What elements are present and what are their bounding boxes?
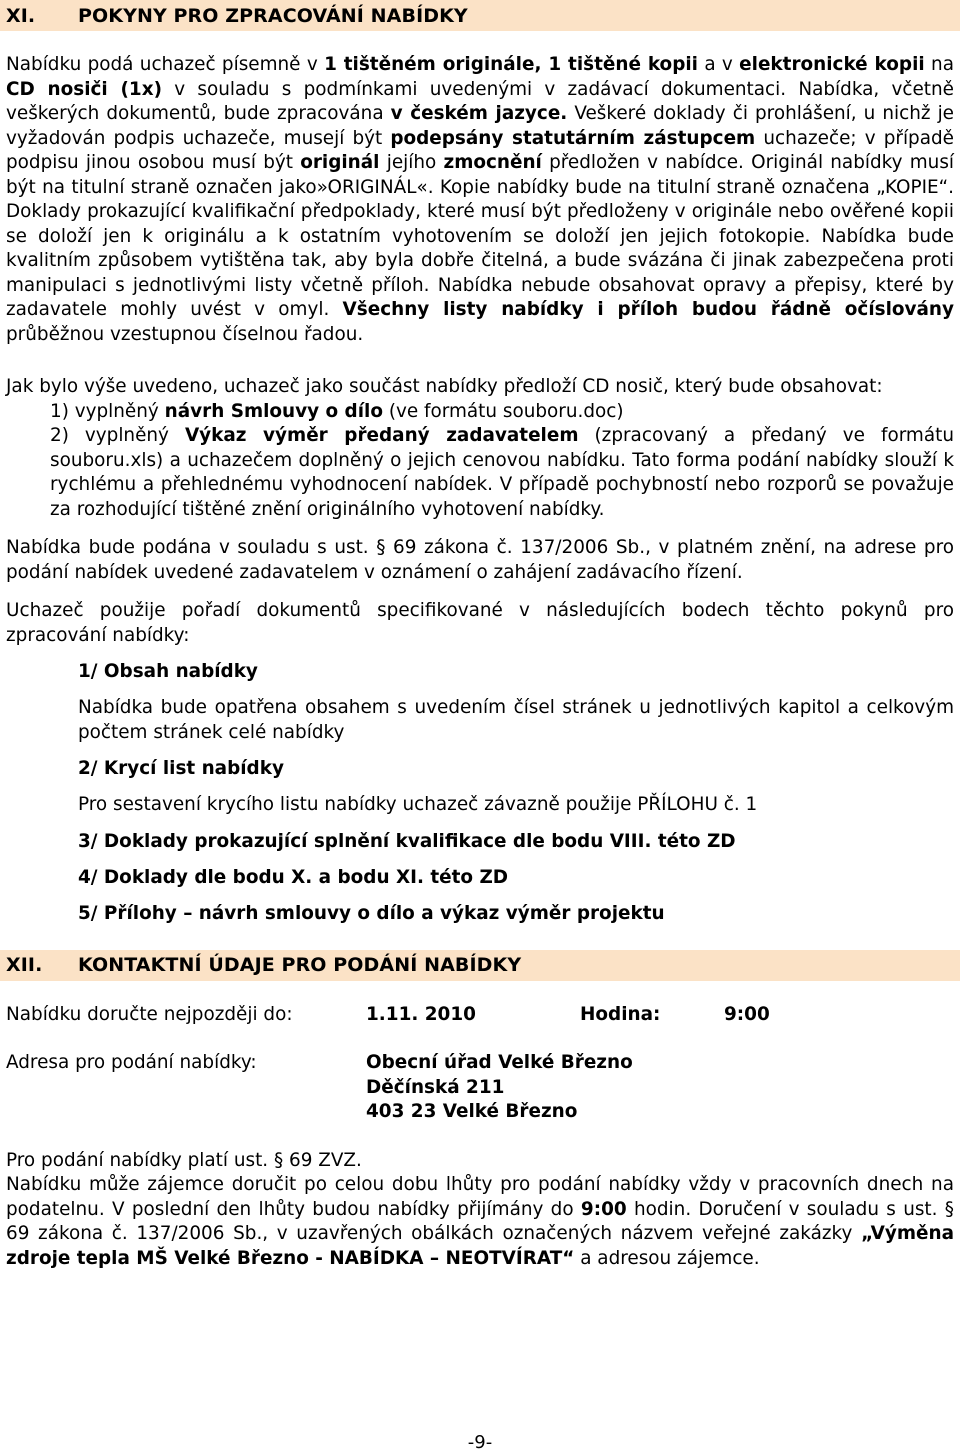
hour-value: 9:00 (724, 1003, 770, 1025)
address-line-2: Děčínská 211 (366, 1076, 505, 1098)
bold-text: Všechny listy nabídky i příloh budou řádně očíslovány (342, 299, 954, 320)
section-title: KONTAKTNÍ ÚDAJE PRO PODÁNÍ NABÍDKY (78, 954, 522, 976)
text-run: uchazeče; v případě podpisu jinou osobou musí být (6, 127, 954, 173)
text-run: průběžnou vzestupnou číselnou řadou. (6, 323, 364, 345)
section-xi-heading (0, 0, 960, 31)
order-item-text-1: Nabídka bude opatřena obsahem s uvedením čísel stránek u jednotlivých kapitol a celkovým počtem stránek celé nabídky (78, 697, 954, 743)
section-xii-heading (0, 950, 960, 981)
address-block (366, 1051, 633, 1125)
text-run: jejího (379, 152, 444, 173)
address-line-3: 403 23 Velké Březno (366, 1101, 578, 1122)
section-number: XII. (6, 954, 43, 976)
text-run: (ve formátu souboru.doc) (382, 400, 624, 422)
bold-text: Výkaz výměr předaný zadavatelem (184, 425, 579, 446)
text-run: Veškeré doklady či prohlášení, u nichž je vyžadován podpis uchazeče, musejí být (6, 103, 954, 149)
bold-text: originál (300, 152, 380, 173)
bold-text: zmocnění (443, 152, 542, 173)
list-item-2 (50, 424, 954, 522)
bold-text: 9:00 (580, 1198, 627, 1220)
order-item-heading-4: 4/ Doklady dle bodu X. a bodu XI. této ZD (78, 866, 509, 888)
bold-text: 1 tištěném originále, 1 tištěné kopii (324, 54, 698, 75)
bold-text: v českém jazyce. (390, 103, 568, 124)
paragraph-zvz: Pro podání nabídky platí ust. § 69 ZVZ. (6, 1149, 362, 1171)
page-number: -9- (467, 1432, 493, 1453)
bold-text: návrh Smlouvy o dílo (164, 400, 383, 422)
paragraph-delivery (6, 1173, 954, 1271)
order-item-text-2: Pro sestavení krycího listu nabídky uchazeč závazně použije PŘÍLOHU č. 1 (78, 794, 758, 815)
text-run: a adresou zájemce. (574, 1247, 760, 1269)
order-item-heading-3: 3/ Doklady prokazující splnění kvalifikace dle bodu VIII. této ZD (78, 830, 736, 852)
bold-text: CD nosiči (1x) (6, 78, 163, 100)
paragraph-document-order: Uchazeč použije pořadí dokumentů specifikované v následujících bodech těchto pokynů pro zpracování nabídky: (6, 600, 954, 646)
text-run: v souladu s podmínkami uvedenými v zadávací dokumentaci. Nabídka, včetně veškerých dokumentů, bude zpracována (6, 78, 954, 124)
section-number: XI. (6, 4, 36, 27)
order-item-heading-1: 1/ Obsah nabídky (78, 661, 258, 682)
text-run: 1) vyplněný (50, 400, 165, 422)
order-item-heading-2: 2/ Krycí list nabídky (78, 758, 284, 779)
address-line-1: Obecní úřad Velké Březno (366, 1052, 633, 1073)
document-order-list (78, 660, 954, 926)
text-run: předložen v nabídce. Originál nabídky musí být na titulní straně označen jako»ORIGINÁL«. Kopie nabídky bude na titulní straně označena „KOPIE“. Doklady prokazující kvalifikační předpoklady, které musí být předloženy v originále nebo ověřené kopii se doloží jen k originálu a k ostatním vyhotovením se doloží jen jejich fotokopie. Nabídka bude kvalitním způsobem vytištěna tak, aby byla dobře čitelná, a bude svázána či jinak zabezpečena proti manipulaci s jednotlivými listy včetně příloh. Nabídka nebude obsahovat opravy a přepisy, které by zadavatele mohly uvést v omyl. (6, 152, 955, 320)
text-run: na (924, 54, 954, 75)
deadline-date: 1.11. 2010 (366, 1003, 476, 1025)
section-title: POKYNY PRO ZPRACOVÁNÍ NABÍDKY (78, 4, 468, 27)
deadline-row (6, 1003, 954, 1028)
list-item-1 (50, 400, 954, 425)
bold-text: „Výměna zdroje tepla MŠ Velké Březno - NABÍDKA – NEOTVÍRAT“ (6, 1223, 954, 1269)
paragraph-cd-content: Jak bylo výše uvedeno, uchazeč jako součást nabídky předloží CD nosič, který bude obsahovat: (6, 376, 883, 397)
text-run: hodin. Doručení v souladu s ust. § 69 zákona č. 137/2006 Sb., v uzavřených obálkách označených názvem veřejné zakázky (6, 1198, 954, 1244)
address-row (6, 1051, 954, 1125)
document-page (6, 0, 954, 1271)
bold-text: elektronické kopii (739, 54, 925, 75)
text-run: a v (697, 54, 740, 75)
hour-label: Hodina: (580, 1003, 661, 1025)
bold-text: podepsány statutárním zástupcem (390, 127, 756, 149)
text-run: 2) vyplněný (50, 425, 185, 446)
paragraph-instructions (6, 53, 954, 347)
paragraph-submission-law: Nabídka bude podána v souladu s ust. § 69 zákona č. 137/2006 Sb., v platném znění, na adrese pro podání nabídek uvedené zadavatelem v oznámení o zahájení zadávacího řízení. (6, 537, 954, 583)
text-run: Nabídku může zájemce doručit po celou dobu lhůty pro podání nabídky vždy v pracovních dnech na podatelnu. V poslední den lhůty budou nabídky přijímány do (6, 1174, 954, 1220)
order-item-heading-5: 5/ Přílohy – návrh smlouvy o dílo a výkaz výměr projektu (78, 902, 665, 924)
text-run: (zpracovaný a předaný ve formátu souboru.xls) a uchazečem doplněný o jejich cenovou nabídku. Tato forma podání nabídky slouží k rychlému a přehlednému vyhodnocení nabídek. V případě pochybností nebo rozporů se považuje za rozhodující tištěné znění originálního vyhotovení nabídky. (50, 425, 954, 520)
deadline-label: Nabídku doručte nejpozději do: (6, 1003, 293, 1025)
address-label: Adresa pro podání nabídky: (6, 1052, 257, 1073)
text-run: Nabídku podá uchazeč písemně v (6, 54, 325, 75)
